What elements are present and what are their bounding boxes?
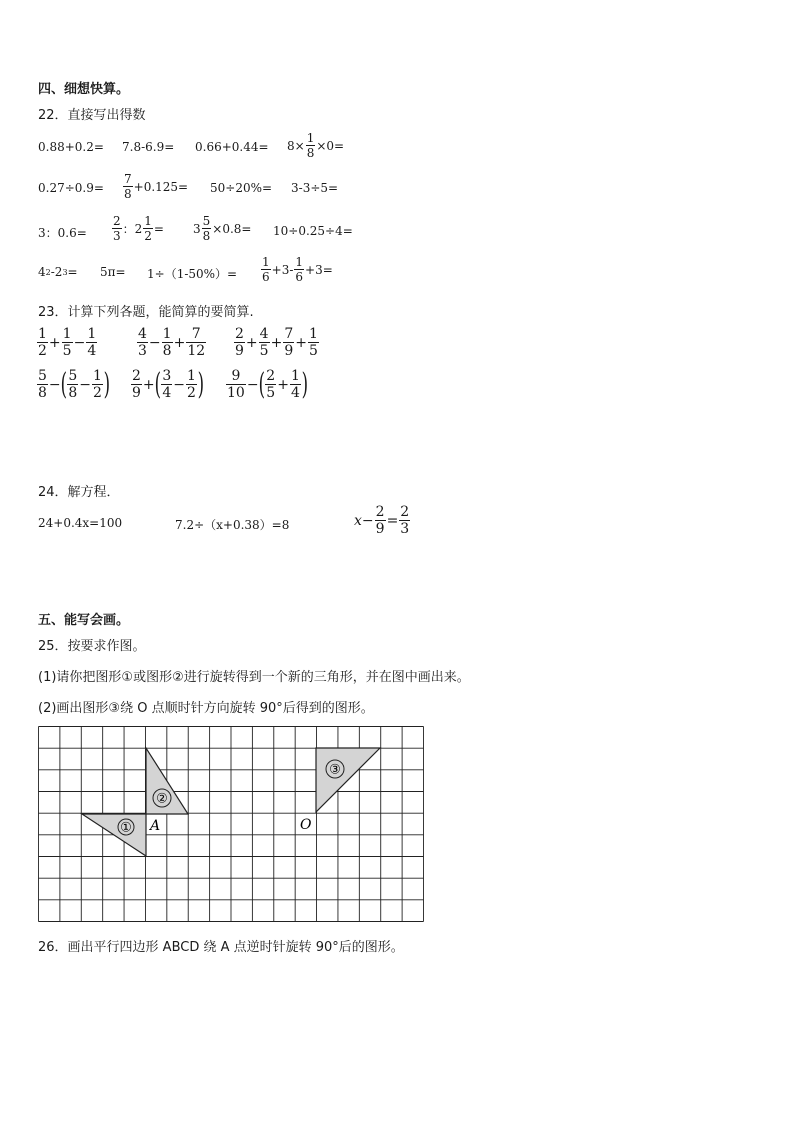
q22-r3-c: 3 $\frac{5}{8}$ ×0.8= (193, 214, 252, 243)
fraction: $\frac{5}{8}$ (202, 214, 211, 243)
q23-expr-4: $\frac{5}{8}$ − ( $\frac{5}{8}$ − $\frac{1}{2}$ ) (38, 366, 111, 402)
section-4-title: 四、细想快算。 (38, 82, 130, 97)
q22-r1-b: 7.8-6.9= (122, 140, 175, 154)
question-25-part-1: (1)请你把图形①或图形②进行旋转得到一个新的三角形，并在图中画出来。 (38, 670, 470, 685)
fraction: $\frac{1}{8}$ (306, 131, 315, 160)
q23-expr-2: $\frac{4}{3}$ − $\frac{1}{8}$ + $\frac{7}{12}$ (138, 326, 206, 359)
q24-equation-3: x− $\frac{2}{9}$ = $\frac{2}{3}$ (354, 504, 410, 537)
q22-r4-a: 4 2 -2 3 = (38, 265, 78, 279)
fraction: $\frac{2}{3}$ (113, 214, 121, 243)
question-22-title: 22．直接写出得数 (38, 108, 146, 123)
q24-equation-2: 7.2÷（x+0.38）=8 (175, 518, 290, 532)
q22-r3-b: $\frac{2}{3}$ ：2 $\frac{1}{2}$ = (113, 214, 164, 243)
q23-expr-3: $\frac{2}{9}$ + $\frac{4}{5}$ + $\frac{7}{9}$ + $\frac{1}{5}$ (235, 326, 318, 359)
q22-r1-c: 0.66+0.44= (195, 140, 269, 154)
rotation-grid-figure (38, 726, 424, 922)
q22-r3-d: 10÷0.25÷4= (273, 224, 353, 238)
q23-expr-5: $\frac{2}{9}$ + ( $\frac{3}{4}$ − $\frac{1}{2}$ ) (132, 366, 205, 402)
question-25-part-2: (2)画出图形③绕 O 点顺时针方向旋转 90°后得到的图形。 (38, 701, 374, 716)
q22-r1-d: 8× $\frac{1}{8}$ ×0= (287, 131, 345, 160)
triangle-2-label: ② (156, 791, 168, 807)
section-5-title: 五、能写会画。 (38, 613, 130, 628)
q22-r2-c: 50÷20%= (210, 181, 273, 195)
q22-r3-a: 3：0.6= (38, 226, 87, 240)
question-24-title: 24．解方程． (38, 485, 120, 500)
question-26-title: 26．画出平行四边形 ABCD 绕 A 点逆时针旋转 90°后的图形。 (38, 940, 404, 955)
q23-expr-6: $\frac{9}{10}$ − ( $\frac{2}{5}$ + $\frac{1}{4}$ ) (227, 366, 308, 402)
point-a-label: A (150, 818, 161, 834)
triangle-3-label: ③ (329, 762, 341, 778)
fraction: $\frac{7}{8}$ (124, 172, 132, 201)
q22-r4-c: 1÷（1-50%）= (147, 267, 238, 281)
q22-r2-d: 3-3÷5= (291, 181, 339, 195)
q22-r4-d: $\frac{1}{6}$ +3- $\frac{1}{6}$ +3= (262, 255, 333, 284)
point-o-label: O (300, 817, 312, 833)
q22-r4-b: 5π= (100, 265, 126, 279)
fraction: $\frac{1}{6}$ (295, 255, 304, 284)
question-25-title: 25．按要求作图。 (38, 639, 146, 654)
q23-expr-1: $\frac{1}{2}$ + $\frac{1}{5}$ − $\frac{1}{4}$ (38, 326, 97, 359)
fraction: $\frac{1}{2}$ (144, 214, 152, 243)
q22-r2-a: 0.27÷0.9= (38, 181, 104, 195)
q22-r2-b: $\frac{7}{8}$ +0.125= (124, 172, 189, 201)
triangle-3 (316, 748, 380, 812)
triangle-1-label: ① (120, 820, 132, 836)
q22-r1-a: 0.88+0.2= (38, 140, 104, 154)
fraction: $\frac{1}{6}$ (262, 255, 270, 284)
question-23-title: 23．计算下列各题，能简算的要简算. (38, 305, 254, 320)
q24-equation-1: 24+0.4x=100 (38, 516, 123, 530)
